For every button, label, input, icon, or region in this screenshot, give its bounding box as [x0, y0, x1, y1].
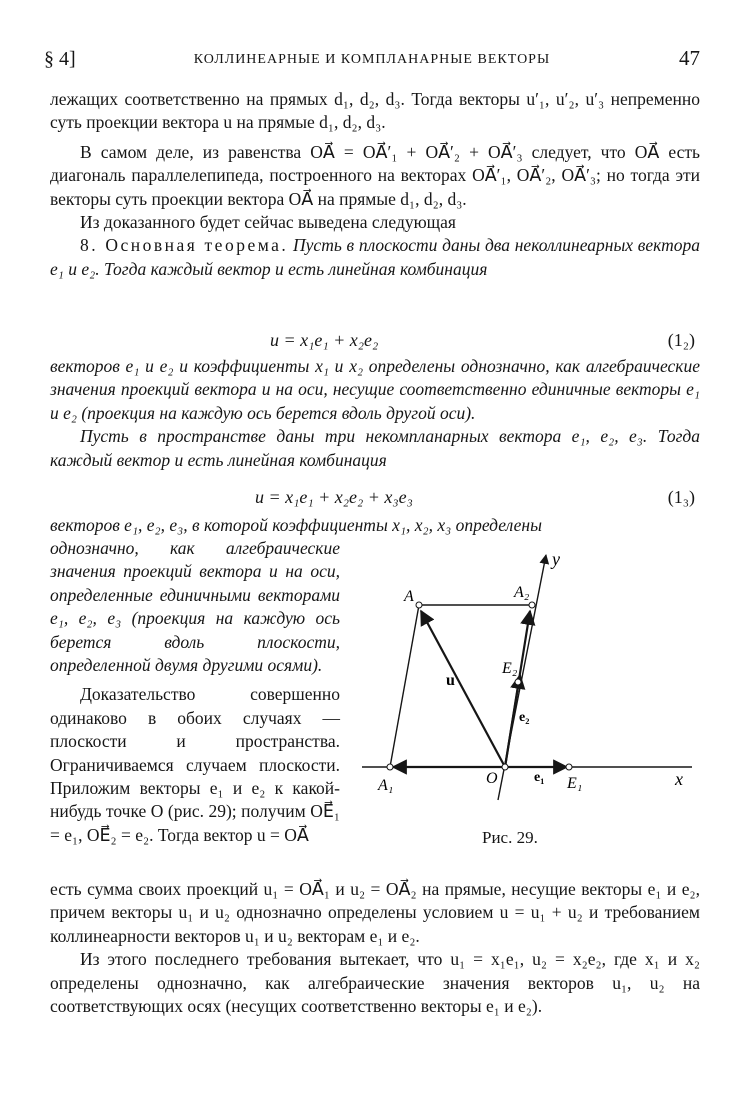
paragraph-theorem	[50, 234, 700, 281]
vector-e2	[505, 675, 520, 767]
page-header	[44, 46, 700, 76]
paragraph-5: векторов e₁ и e₂ и коэффициенты x₁ и x₂ определены однозначно, как алгебраические значения проекций вектора u на оси, несущие соответственно единичные векторы e₁ и e₂ (проекция на каждую ось берется вдоль другой оси).	[50, 356, 700, 423]
text-block-middle	[50, 355, 700, 472]
figure-caption: Рис. 29.	[482, 828, 538, 847]
running-title: КОЛЛИНЕАРНЫЕ И КОМПЛАНАРНЫЕ ВЕКТОРЫ	[193, 52, 551, 67]
formula-1: u = x₁e₁ + x₂e₂	[270, 330, 379, 350]
paragraph-2: В самом деле, из равенства OA⃗ = OA⃗′₁ + OA⃗′₂ + OA⃗′₃ следует, что OA⃗ есть диагональ параллелепипеда, построенного на векторах OA⃗′₁, OA⃗′₂, OA⃗′₃; но тогда эти векторы суть проекции вектора OA⃗ на прямые d₁, d₂, d₃.	[50, 141, 700, 209]
paragraph-8-narrow: Доказательство совершенно одинаково в обоих случаях — плоскости и пространства. Ограничиваемся случаем плоскости. Приложим векторы e₁ и e₂ к какой-нибудь точке O (рис. 29); получим OE⃗₁ = e₁, OE⃗₂ = e₂. Тогда вектор u = OA⃗	[50, 684, 340, 845]
label-y: y	[552, 549, 560, 569]
label-u: u	[446, 672, 455, 689]
paragraph-1: лежащих соответственно на прямых d₁, d₂, d₃. Тогда векторы u′₁, u′₂, u′₃ непременно суть проекции вектора u на прямые d₁, d₂, d₃.	[50, 89, 700, 133]
point-A	[416, 602, 422, 608]
point-O	[502, 764, 508, 770]
label-E2: E₂	[502, 660, 518, 677]
paragraph-3: Из доказанного будет сейчас выведена следующая	[80, 212, 456, 233]
point-E1	[566, 764, 572, 770]
label-A2: A₂	[514, 584, 530, 601]
paragraph-7-full: векторов e₁, e₂, e₃, в которой коэффициенты x₁, x₂, x₃ определены	[50, 515, 542, 535]
paragraph-8-full: есть сумма своих проекций u₁ = OA⃗₁ и u₂ = OA⃗₂ на прямые, несущие векторы e₁ и e₂, причем векторы u₁ и u₂ однозначно определены условием u = u₁ + u₂ и требованием коллинеарности векторов u₁ и u₂ векторам e₁ и e₂.	[50, 879, 700, 946]
theorem-label: 8. Основная теорема.	[80, 235, 289, 256]
label-E1: E₁	[567, 775, 583, 792]
paragraph-6: Пусть в пространстве даны три некомпланарных вектора e₁, e₂, e₃. Тогда каждый вектор u есть линейная комбинация	[50, 426, 700, 470]
paragraph-9: Из этого последнего требования вытекает, что u₁ = x₁e₁, u₂ = x₂e₂, где x₁ и x₂ определены однозначно, как алгебраические значения векторов u₁, u₂ на соответствующих осях (несущих соответственно векторы e₁ и e₂).	[50, 949, 700, 1017]
point-E2	[515, 679, 521, 685]
page-number: 47	[679, 46, 700, 70]
formula-2-number: (1₃)	[667, 487, 695, 507]
point-A2	[529, 602, 535, 608]
label-A1: A₁	[378, 777, 394, 794]
text-column-left	[50, 537, 340, 847]
point-A1	[387, 764, 393, 770]
label-e1: e₁	[534, 770, 545, 785]
label-x: x	[675, 769, 683, 789]
theorem-text: Пусть в плоскости даны два неколлинеарных вектора e₁ и e₂. Тогда каждый вектор u есть линейная комбинация	[50, 235, 700, 279]
paragraph-7-narrow: однозначно, как алгебраические значения проекций вектора u на оси, определенные единичными векторами e₁, e₂, e₃ (проекция на каждую ось берется вдоль плоскости, определенной двумя другими осями).	[50, 538, 340, 676]
label-e2: e₂	[519, 710, 530, 725]
label-O: O	[486, 770, 498, 787]
figure-29	[362, 545, 702, 830]
text-line-7	[50, 514, 700, 537]
section-mark: § 4]	[44, 48, 76, 70]
vector-u	[421, 611, 505, 767]
formula-2: u = x₁e₁ + x₂e₂ + x₃e₃	[255, 487, 413, 507]
text-block-bottom	[50, 878, 700, 1018]
parallel-line-A-A1	[390, 605, 419, 767]
text-block-top	[50, 88, 700, 281]
formula-1-number: (1₂)	[667, 330, 695, 350]
label-A: A	[404, 588, 414, 605]
